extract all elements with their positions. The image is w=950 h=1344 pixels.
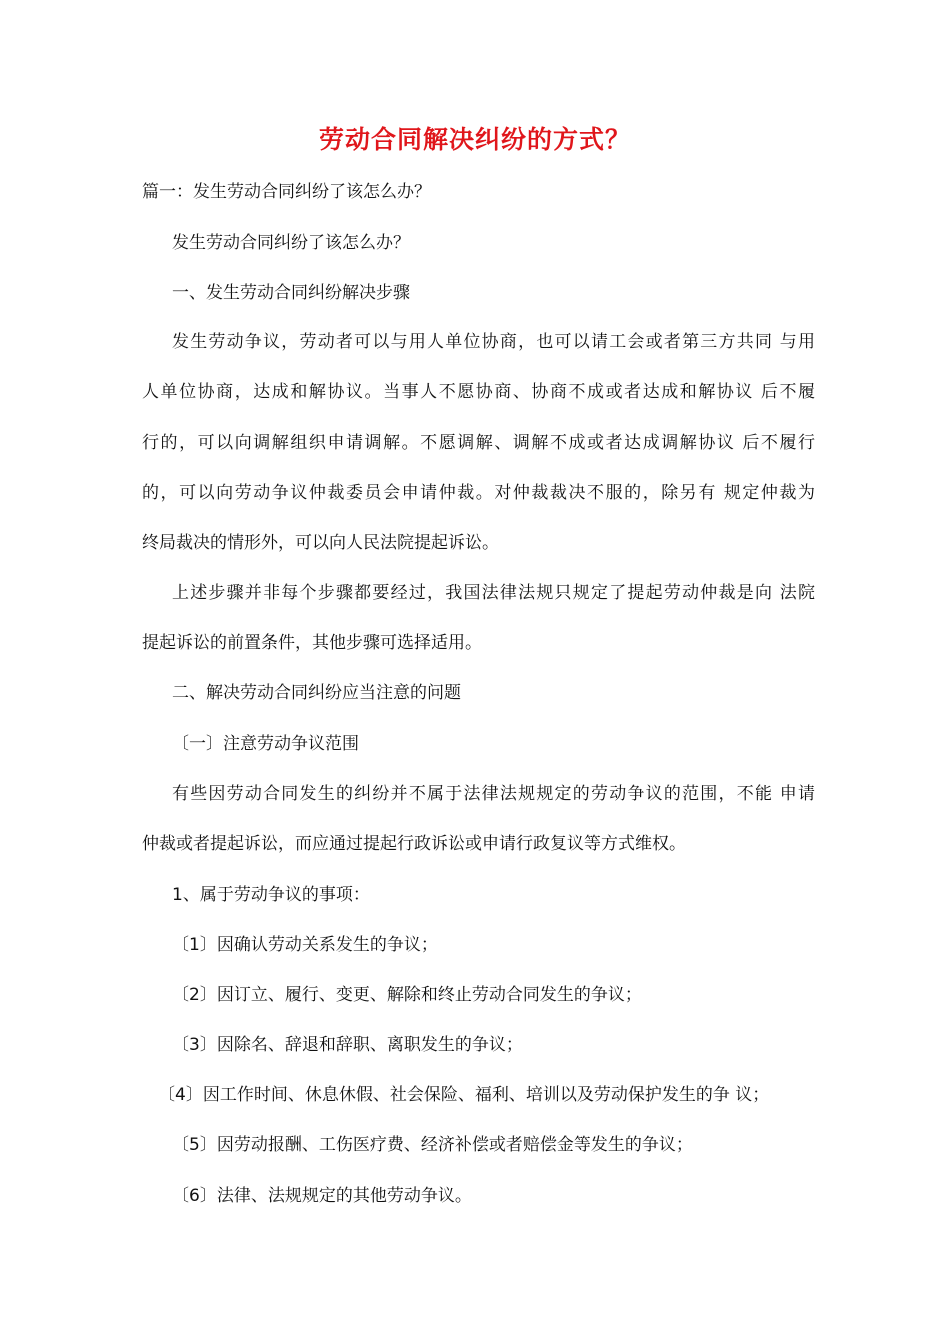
subheading: 二、解决劳动合同纠纷应当注意的问题 [172, 683, 461, 703]
list-item: 〔6〕法律、法规规定的其他劳动争议。 [172, 1186, 472, 1206]
subheading: 一、发生劳动合同纠纷解决步骤 [172, 283, 410, 303]
paragraph-line: 终局裁决的情形外，可以向人民法院提起诉讼。 [142, 533, 499, 553]
paragraph-line: 仲裁或者提起诉讼，而应通过提起行政诉讼或申请行政复议等方式维权。 [142, 834, 686, 854]
paragraph-line: 有些因劳动合同发生的纠纷并不属于法律法规规定的劳动争议的范围，不能 申请 [172, 784, 815, 804]
list-heading: 1、属于劳动争议的事项： [172, 885, 370, 905]
paragraph-line: 的，可以向劳动争议仲裁委员会申请仲裁。对仲裁裁决不服的，除另有 规定仲裁为 [142, 483, 815, 503]
paragraph-line: 人单位协商，达成和解协议。当事人不愿协商、协商不成或者达成和解协议 后不履 [142, 382, 815, 402]
list-item: 〔2〕因订立、履行、变更、解除和终止劳动合同发生的争议； [172, 985, 642, 1005]
subheading: 〔一〕注意劳动争议范围 [172, 734, 359, 754]
list-item: 〔5〕因劳动报酬、工伤医疗费、经济补偿或者赔偿金等发生的争议； [172, 1135, 693, 1155]
list-item: 〔4〕因工作时间、休息休假、社会保险、福利、培训以及劳动保护发生的争 议； [158, 1085, 770, 1105]
list-item: 〔1〕因确认劳动关系发生的争议； [172, 935, 438, 955]
list-item: 〔3〕因除名、辞退和辞职、离职发生的争议； [172, 1035, 523, 1055]
document-title: 劳动合同解决纠纷的方式？ [318, 125, 631, 154]
paragraph-line: 发生劳动争议，劳动者可以与用人单位协商，也可以请工会或者第三方共同 与用 [172, 332, 815, 352]
paragraph-line: 行的，可以向调解组织申请调解。不愿调解、调解不成或者达成调解协议 后不履行 [142, 433, 815, 453]
paragraph-line: 发生劳动合同纠纷了该怎么办？ [172, 233, 410, 253]
paragraph-line: 提起诉讼的前置条件，其他步骤可选择适用。 [142, 633, 482, 653]
paragraph-line: 上述步骤并非每个步骤都要经过，我国法律法规只规定了提起劳动仲裁是向 法院 [172, 583, 815, 603]
section-heading: 篇一：发生劳动合同纠纷了该怎么办？ [142, 182, 431, 202]
